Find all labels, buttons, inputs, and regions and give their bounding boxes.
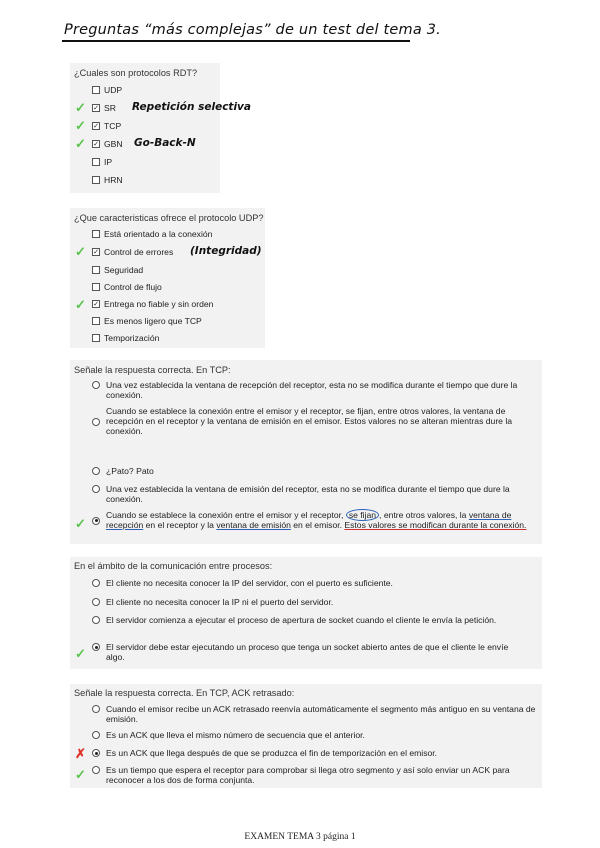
correct-check-icon: ✓ — [75, 516, 86, 531]
handwritten-note-sr: Repetición selectiva — [132, 101, 251, 113]
radio-selected[interactable] — [92, 749, 100, 757]
checkbox[interactable] — [92, 266, 100, 274]
q4-option-4[interactable]: El servidor debe estar ejecutando un proceso que tenga un socket abierto antes de que el cliente le envíe algo. — [92, 642, 517, 662]
question-2-text: ¿Que caracteristicas ofrece el protocolo UDP? — [74, 213, 264, 223]
radio[interactable] — [92, 731, 100, 739]
q3-option-3[interactable]: ¿Pato? Pato — [92, 466, 154, 476]
question-4-text: En el ámbito de la comunicación entre procesos: — [74, 561, 273, 571]
q2-option-2[interactable]: ✓ Control de errores — [93, 247, 174, 257]
checkbox-checked[interactable]: ✓ — [93, 249, 99, 256]
circled-annotation: se fijan — [346, 509, 379, 521]
handwritten-note-integridad: (Integridad) — [190, 245, 262, 257]
q3-option-5[interactable]: Cuando se establece la conexión entre el emisor y el receptor, se fijan , entre otros valores, la ventana de recepción en el receptor y la ventana de emisión en el emisor. Estos valores se modifican durante la conexión. — [92, 510, 540, 530]
radio[interactable] — [92, 485, 100, 493]
checkbox[interactable] — [92, 230, 100, 238]
q1-option-ip[interactable]: IP — [92, 157, 112, 167]
checkbox[interactable] — [92, 86, 100, 94]
checkbox-checked[interactable]: ✓ — [93, 123, 99, 130]
question-1-text: ¿Cuales son protocolos RDT? — [74, 68, 198, 78]
incorrect-cross-icon: ✗ — [75, 746, 86, 761]
q4-option-2[interactable]: El cliente no necesita conocer la IP ni el puerto del servidor. — [92, 597, 333, 607]
checkbox-checked[interactable]: ✓ — [93, 105, 99, 112]
q2-option-6[interactable]: Es menos ligero que TCP — [92, 316, 202, 326]
page-footer: EXAMEN TEMA 3 página 1 — [244, 832, 356, 842]
q4-option-3[interactable]: El servidor comienza a ejecutar el proceso de apertura de socket cuando el cliente le envía la petición. — [92, 615, 540, 625]
checkbox-checked[interactable]: ✓ — [93, 141, 99, 148]
radio[interactable] — [92, 381, 100, 389]
q4-option-1[interactable]: El cliente no necesita conocer la IP del servidor, con el puerto es suficiente. — [92, 578, 393, 588]
q5-option-2[interactable]: Es un ACK que lleva el mismo número de secuencia que el anterior. — [92, 730, 365, 740]
q2-option-4[interactable]: Control de flujo — [92, 282, 162, 292]
correct-check-icon: ✓ — [75, 136, 86, 151]
radio[interactable] — [92, 579, 100, 587]
q1-option-tcp[interactable]: ✓ TCP — [93, 121, 122, 131]
q3-option-2[interactable]: Cuando se establece la conexión entre el emisor y el receptor, se fijan, entre otros valores, la ventana de recepción en el receptor y la ventana de emisión en el emisor. Estos valores no se alteran mientras dure la conexión. — [92, 406, 532, 436]
correct-check-icon: ✓ — [75, 100, 86, 115]
q1-option-gbn[interactable]: ✓ GBN — [93, 139, 123, 149]
radio[interactable] — [92, 766, 100, 774]
handwritten-note-gbn: Go-Back-N — [134, 137, 196, 149]
q1-option-udp[interactable]: UDP — [92, 85, 122, 95]
title-underline — [62, 40, 410, 42]
radio-selected[interactable] — [92, 643, 100, 651]
correct-check-icon: ✓ — [75, 118, 86, 133]
q2-option-7[interactable]: Temporización — [92, 333, 159, 343]
checkbox[interactable] — [92, 158, 100, 166]
blue-underline-annotation: ventana de emisión — [216, 520, 291, 530]
red-underline-annotation: Estos valores se modifican durante la conexión. — [344, 520, 527, 530]
q5-option-4[interactable]: Es un tiempo que espera el receptor para comprobar si llega otro segmento y así solo enviar un ACK para reconocer a los dos de forma conjunta. — [92, 765, 532, 785]
q3-option-4[interactable]: Una vez establecida la ventana de emisión del receptor, esta no se modifica durante el tiempo que dure la conexión. — [92, 484, 540, 504]
q1-option-hrn[interactable]: HRN — [92, 175, 123, 185]
q3-option-1[interactable]: Una vez establecida la ventana de recepción del receptor, esta no se modifica durante el tiempo que dure la conexión. — [92, 380, 540, 400]
q2-option-1[interactable]: Está orientado a la conexión — [92, 229, 212, 239]
correct-check-icon: ✓ — [75, 244, 86, 259]
q2-option-3[interactable]: Seguridad — [92, 265, 143, 275]
checkbox[interactable] — [92, 176, 100, 184]
radio[interactable] — [92, 418, 100, 426]
correct-check-icon: ✓ — [75, 646, 86, 661]
radio-selected[interactable] — [92, 517, 100, 525]
checkbox[interactable] — [92, 317, 100, 325]
radio[interactable] — [92, 598, 100, 606]
checkbox-checked[interactable]: ✓ — [93, 301, 99, 308]
question-5-text: Señale la respuesta correcta. En TCP, ACK retrasado: — [74, 688, 295, 698]
radio[interactable] — [92, 705, 100, 713]
blue-underline-annotation: ventana de recepción — [106, 510, 512, 530]
page-title: Preguntas “más complejas” de un test del tema 3. — [64, 22, 441, 38]
checkbox[interactable] — [92, 283, 100, 291]
question-3-text: Señale la respuesta correcta. En TCP: — [74, 365, 231, 375]
q1-option-sr[interactable]: ✓ SR — [93, 103, 116, 113]
radio[interactable] — [92, 467, 100, 475]
q2-option-5[interactable]: ✓ Entrega no fiable y sin orden — [93, 299, 214, 309]
q5-option-1[interactable]: Cuando el emisor recibe un ACK retrasado reenvía automáticamente el segmento más antiguo en su ventana de emisión. — [92, 704, 540, 724]
q5-option-3[interactable]: Es un ACK que llega después de que se produzca el fin de temporización en el emisor. — [92, 748, 437, 758]
radio[interactable] — [92, 616, 100, 624]
correct-check-icon: ✓ — [75, 767, 86, 782]
correct-check-icon: ✓ — [75, 297, 86, 312]
checkbox[interactable] — [92, 334, 100, 342]
